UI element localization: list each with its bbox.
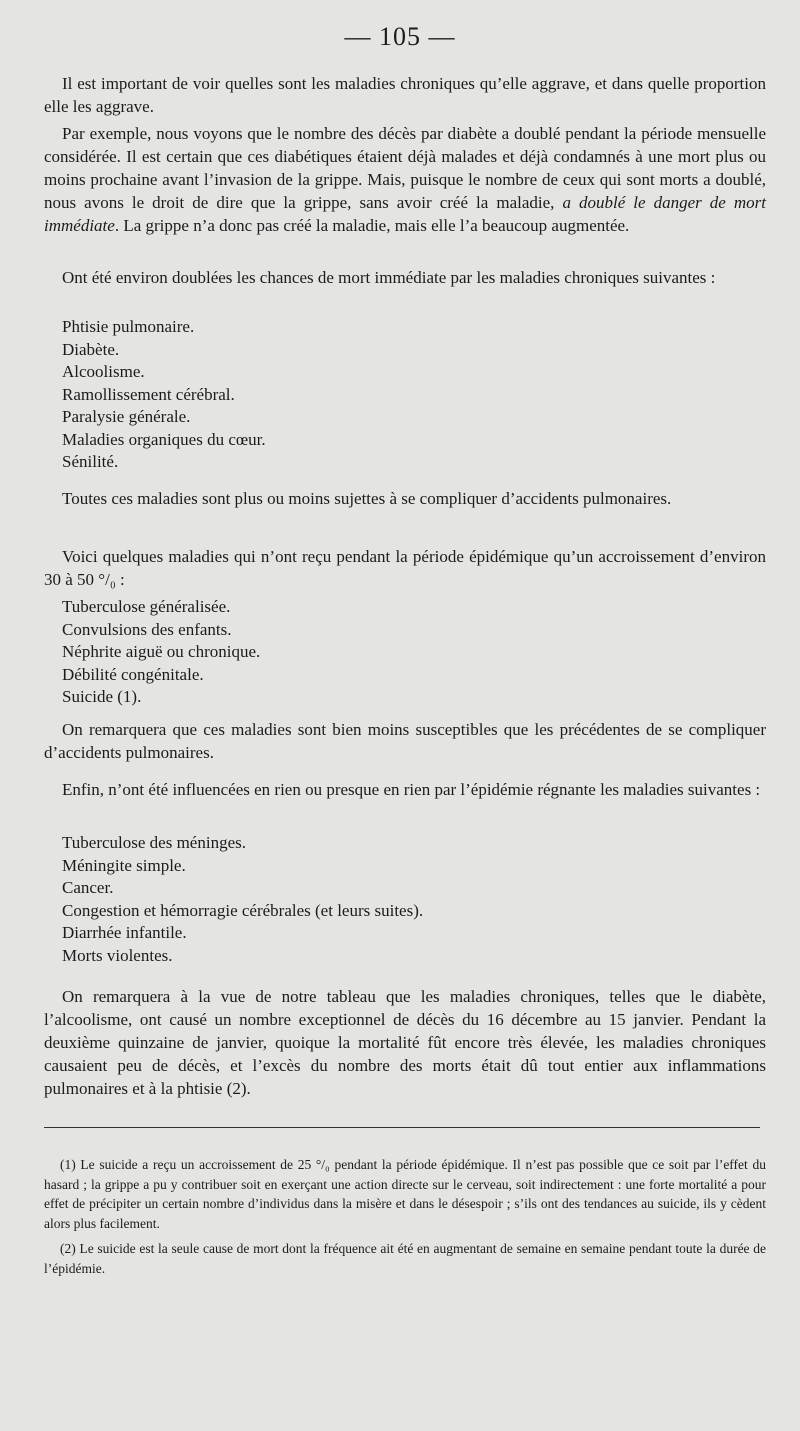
list-item: Maladies organiques du cœur. bbox=[62, 429, 266, 449]
list-1-block bbox=[44, 316, 766, 474]
list-item: Cancer. bbox=[62, 878, 114, 897]
paragraph-7-block bbox=[44, 778, 766, 801]
list-item: Sénilité. bbox=[62, 452, 119, 471]
footnote-divider bbox=[44, 1127, 760, 1128]
list-item: Tuberculose des méninges. bbox=[62, 833, 246, 852]
list-item: Débilité congénitale. bbox=[62, 664, 204, 684]
paragraph-5-block bbox=[44, 545, 766, 591]
list-item: Diabète. bbox=[62, 339, 120, 359]
list-item: Alcoolisme. bbox=[62, 362, 145, 381]
list-item: Tuberculose généralisée. bbox=[62, 597, 231, 616]
paragraph-2 bbox=[44, 122, 766, 237]
list-item: Méningite simple. bbox=[62, 855, 186, 875]
page-number: — 105 — bbox=[344, 22, 456, 51]
paragraph-6-block bbox=[44, 718, 766, 764]
paragraph-5: Voici quelques maladies qui n’ont reçu pendant la période épidémique qu’un accroissement d’environ 30 à 50 °/₀ : bbox=[44, 547, 766, 589]
list-item: Congestion et hémorragie cérébrales (et leurs suites). bbox=[62, 900, 424, 920]
paragraph-4-block bbox=[44, 487, 766, 510]
paragraph-3: Ont été environ doublées les chances de mort immédiate par les maladies chroniques suivantes : bbox=[62, 268, 716, 287]
list-item: Paralysie générale. bbox=[62, 407, 191, 426]
footnote-2: (2) Le suicide est la seule cause de mort dont la fréquence ait été en augmentant de semaine en semaine pendant toute la durée de l’épidémie. bbox=[44, 1241, 766, 1276]
paragraph-2-block bbox=[44, 122, 766, 237]
list-item: Phtisie pulmonaire. bbox=[62, 317, 195, 336]
paragraph-2-text-a: Par exemple, nous voyons que le nombre des décès par diabète a doublé pendant la période mensuelle considérée. Il est certain que ces diabétiques étaient déjà malades et déjà condamnés à une mort plus ou moins prochaine avant l’invasion de la grippe. Mais, puisque le nombre de ceux qui sont morts a doublé, nous avons le droit de dire que la grippe, sans avoir créé la maladie, bbox=[44, 124, 766, 212]
paragraph-6: On remarquera que ces maladies sont bien moins susceptibles que les précédentes de se compliquer d’accidents pulmonaires. bbox=[44, 720, 766, 762]
list-item: Diarrhée infantile. bbox=[62, 923, 187, 942]
footnote-1: (1) Le suicide a reçu un accroissement de 25 °/₀ pendant la période épidémique. Il n’est pas possible que ce soit par l’effet du hasard ; la grippe a pu y contribuer soit en exerçant une action directe sur le cerveau, soit indirectement : une forte mortalité a pour effet de précipiter un certain nombre d’individus dans la misère et dans le désespoir ; s’ils ont des tendances au suicide, ils y cèdent alors plus facilement. bbox=[44, 1157, 766, 1231]
paragraph-3-block bbox=[44, 266, 766, 289]
list-uninfluenced-diseases bbox=[44, 832, 766, 967]
paragraph-2-emphasis: a doublé le danger de mort immédiate bbox=[44, 193, 767, 235]
paragraph-2-text-b: . La grippe n’a donc pas créé la maladie, mais elle l’a beaucoup augmentée. bbox=[114, 216, 630, 235]
footnotes bbox=[44, 1155, 766, 1284]
list-moderate-increase-diseases bbox=[44, 596, 766, 709]
paragraph-1-block bbox=[44, 72, 766, 118]
paragraph-7: Enfin, n’ont été influencées en rien ou presque en rien par l’épidémie régnante les maladies suivantes : bbox=[62, 780, 761, 799]
paragraph-4: Toutes ces maladies sont plus ou moins sujettes à se compliquer d’accidents pulmonaires. bbox=[62, 489, 672, 508]
list-3-block bbox=[44, 832, 766, 967]
paragraph-1: Il est important de voir quelles sont les maladies chroniques qu’elle aggrave, et dans quelle proportion elle les aggrave. bbox=[44, 74, 766, 116]
list-item: Convulsions des enfants. bbox=[62, 619, 232, 639]
list-doubled-diseases bbox=[44, 316, 766, 474]
list-item: Néphrite aiguë ou chronique. bbox=[62, 642, 261, 661]
list-item: Suicide (1). bbox=[62, 687, 142, 706]
list-2-block bbox=[44, 596, 766, 709]
list-item: Morts violentes. bbox=[62, 945, 173, 965]
list-item: Ramollissement cérébral. bbox=[62, 384, 235, 404]
paragraph-8-block bbox=[44, 985, 766, 1100]
paragraph-8: On remarquera à la vue de notre tableau que les maladies chroniques, telles que le diabète, l’alcoolisme, ont causé un nombre exceptionnel de décès du 16 décembre au 15 janvier. Pendant la deuxième quinzaine de janvier, quoique la mortalité fût encore très élevée, les maladies chroniques causaient peu de décès, et l’excès du nombre des morts était dû tout entier aux inflammations pulmonaires et à la phtisie (2). bbox=[44, 987, 766, 1098]
